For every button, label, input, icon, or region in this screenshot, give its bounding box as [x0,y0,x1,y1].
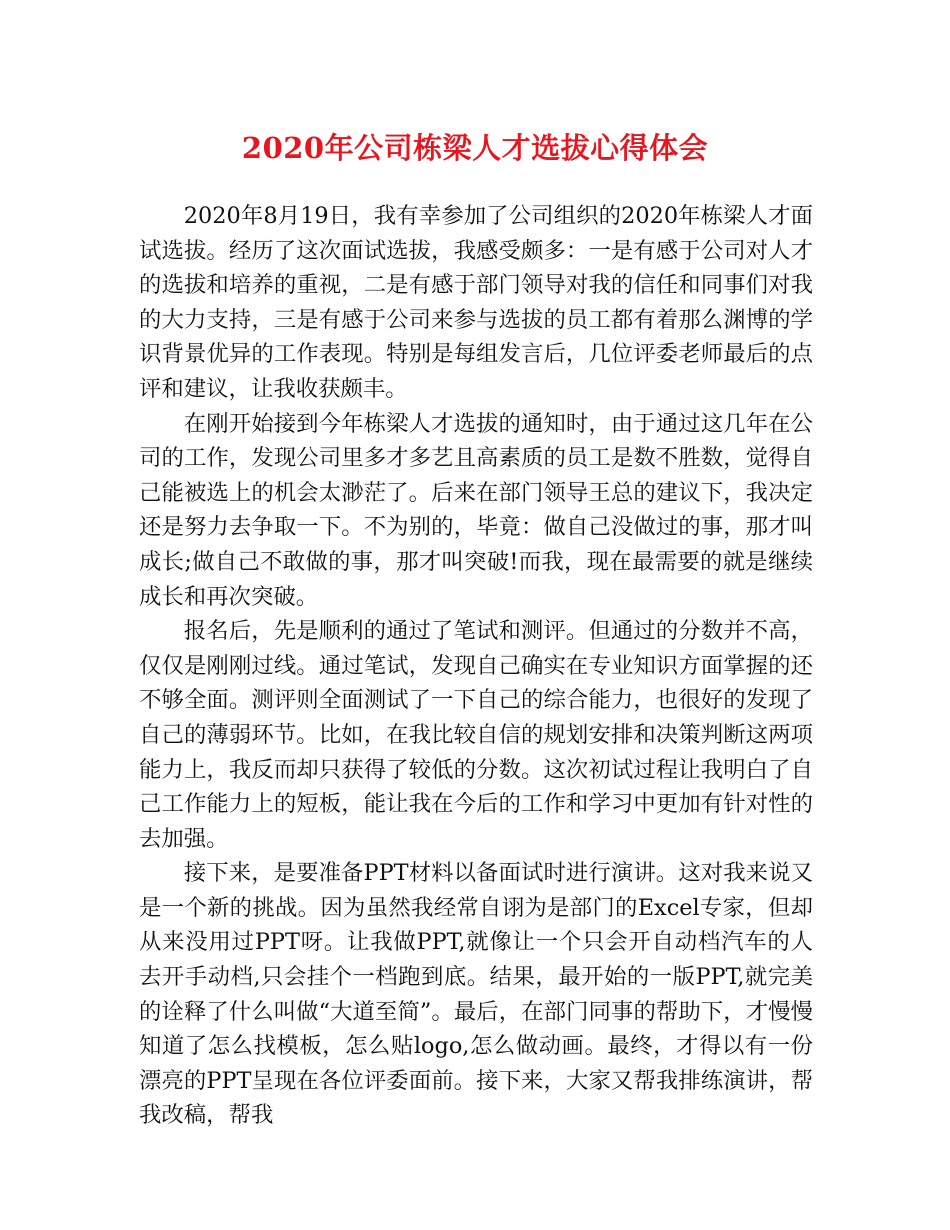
document-body [139,199,813,1133]
document-title: 2020年公司栋梁人才选拔心得体会 [241,131,709,165]
paragraph-1: 2020年8月19日，我有幸参加了公司组织的2020年栋梁人才面试选拔。经历了这次面试选拔，我感受颇多：一是有感于公司对人才的选拔和培养的重视，二是有感于部门领导对我的信任和同事们对我的大力支持，三是有感于公司来参与选拔的员工都有着那么渊博的学识背景优异的工作表现。特别是每组发言后，几位评委老师最后的点评和建议，让我收获颇丰。 [139,203,813,402]
paragraph-3: 报名后，先是顺利的通过了笔试和测评。但通过的分数并不高，仅仅是刚刚过线。通过笔试，发现自己确实在专业知识方面掌握的还不够全面。测评则全面测试了一下自己的综合能力，也很好的发现了自己的薄弱环节。比如，在我比较自信的规划安排和决策判断这两项能力上，我反而却只获得了较低的分数。这次初试过程让我明白了自己工作能力上的短板，能让我在今后的工作和学习中更加有针对性的去加强。 [139,618,813,852]
paragraph-2: 在刚开始接到今年栋梁人才选拔的通知时，由于通过这几年在公司的工作，发现公司里多才多艺且高素质的员工是数不胜数，觉得自己能被选上的机会太渺茫了。后来在部门领导王总的建议下，我决定还是努力去争取一下。不为别的，毕竟：做自己没做过的事，那才叫成长;做自己不敢做的事，那才叫突破!而我，现在最需要的就是继续成长和再次突破。 [139,410,813,610]
paragraph-4: 接下来，是要准备PPT材料以备面试时进行演讲。这对我来说又是一个新的挑战。因为虽然我经常自诩为是部门的Excel专家，但却从来没用过PPT呀。让我做PPT,就像让一个只会开自动档汽车的人去开手动档,只会挂个一档跑到底。结果，最开始的一版PPT,就完美的诠释了什么叫做“大道至简”。最后，在部门同事的帮助下，才慢慢知道了怎么找模板，怎么贴logo,怎么做动画。最终，才得以有一份漂亮的PPT呈现在各位评委面前。接下来，大家又帮我排练演讲，帮我改稿，帮我 [139,860,813,1129]
